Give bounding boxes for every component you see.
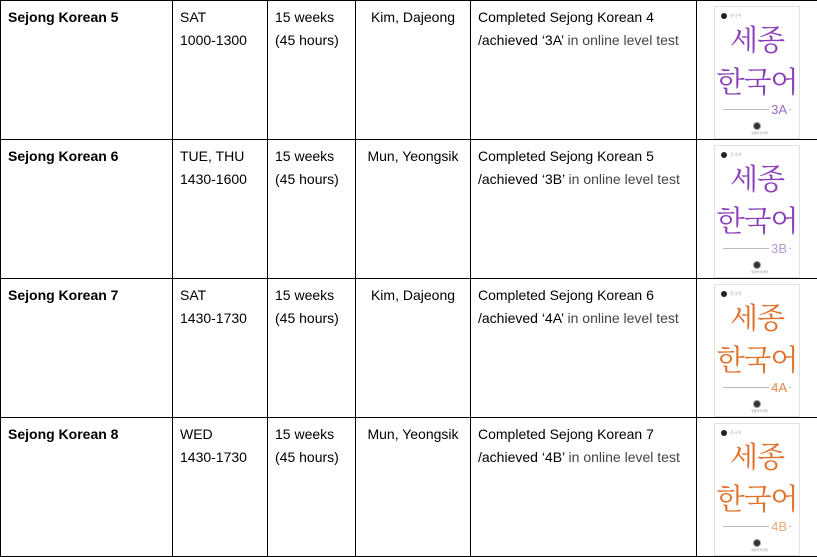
requirement-line-2: /achieved ‘3B’ in online level test xyxy=(478,168,689,191)
requirement-line-1: Completed Sejong Korean 6 xyxy=(478,284,689,307)
requirement-line-2: /achieved ‘3A’ in online level test xyxy=(478,29,689,52)
cover-title-sejong: 세종 xyxy=(715,301,799,335)
textbook-cover-image xyxy=(714,6,800,139)
requirement-suffix: in online level test xyxy=(564,32,679,48)
schedule-cell xyxy=(173,279,268,418)
requirement-cell xyxy=(471,140,697,279)
cover-title-hangugeo: 한국어 xyxy=(715,65,799,99)
requirement-suffix: in online level test xyxy=(565,171,680,187)
course-row xyxy=(1,1,817,140)
cover-publisher: 세종학당재단 xyxy=(751,548,768,552)
schedule-body xyxy=(1,1,817,557)
cover-level-label: 3A xyxy=(769,103,789,117)
requirement-line-1: Completed Sejong Korean 4 xyxy=(478,6,689,29)
cover-level-label: 4B xyxy=(769,520,789,534)
duration-hours: (45 hours) xyxy=(275,29,348,52)
duration-weeks: 15 weeks xyxy=(275,6,348,29)
cover-title-hangugeo: 한국어 xyxy=(715,343,799,377)
cover-small-label: 한국어 xyxy=(730,13,742,19)
class-day: WED xyxy=(180,423,260,446)
course-row xyxy=(1,418,817,557)
publisher-logo-icon xyxy=(753,400,761,408)
publisher-logo-icon xyxy=(753,122,761,130)
emblem-icon xyxy=(721,13,727,19)
duration-cell xyxy=(268,1,356,140)
schedule-cell xyxy=(173,140,268,279)
class-day: SAT xyxy=(180,6,260,29)
textbook-cover-cell xyxy=(697,140,817,279)
class-time: 1000-1300 xyxy=(180,29,260,52)
textbook-cover-image xyxy=(714,145,800,278)
cover-title-sejong: 세종 xyxy=(715,162,799,196)
teacher-name: Kim, Dajeong xyxy=(356,279,471,418)
cover-title-hangugeo: 한국어 xyxy=(715,204,799,238)
duration-hours: (45 hours) xyxy=(275,307,348,330)
course-row xyxy=(1,279,817,418)
class-day: SAT xyxy=(180,284,260,307)
textbook-cover-cell xyxy=(697,418,817,557)
course-name: Sejong Korean 7 xyxy=(1,279,173,418)
course-name: Sejong Korean 6 xyxy=(1,140,173,279)
teacher-name: Mun, Yeongsik xyxy=(356,418,471,557)
course-name: Sejong Korean 5 xyxy=(1,1,173,140)
cover-level-label: 3B xyxy=(769,242,789,256)
duration-hours: (45 hours) xyxy=(275,168,348,191)
requirement-cell xyxy=(471,1,697,140)
course-row xyxy=(1,140,817,279)
emblem-icon xyxy=(721,152,727,158)
class-time: 1430-1730 xyxy=(180,307,260,330)
requirement-suffix: in online level test xyxy=(565,449,680,465)
duration-weeks: 15 weeks xyxy=(275,145,348,168)
requirement-cell xyxy=(471,418,697,557)
schedule-cell xyxy=(173,1,268,140)
requirement-suffix: in online level test xyxy=(564,310,679,326)
cover-small-label: 한국어 xyxy=(730,291,742,297)
class-time: 1430-1730 xyxy=(180,446,260,469)
textbook-cover-cell xyxy=(697,279,817,418)
duration-hours: (45 hours) xyxy=(275,446,348,469)
class-day: TUE, THU xyxy=(180,145,260,168)
emblem-icon xyxy=(721,430,727,436)
cover-small-label: 한국어 xyxy=(730,430,742,436)
requirement-cell xyxy=(471,279,697,418)
textbook-cover-image xyxy=(714,423,800,556)
cover-title-sejong: 세종 xyxy=(715,23,799,57)
schedule-cell xyxy=(173,418,268,557)
cover-title-sejong: 세종 xyxy=(715,440,799,474)
duration-cell xyxy=(268,418,356,557)
cover-publisher: 세종학당재단 xyxy=(751,131,768,135)
publisher-logo-icon xyxy=(753,261,761,269)
requirement-line-2: /achieved ‘4B’ in online level test xyxy=(478,446,689,469)
textbook-cover-cell xyxy=(697,1,817,140)
requirement-line-1: Completed Sejong Korean 7 xyxy=(478,423,689,446)
duration-cell xyxy=(268,140,356,279)
cover-title-hangugeo: 한국어 xyxy=(715,482,799,516)
cover-publisher: 세종학당재단 xyxy=(751,270,768,274)
cover-level-label: 4A xyxy=(769,381,789,395)
teacher-name: Mun, Yeongsik xyxy=(356,140,471,279)
textbook-cover-image xyxy=(714,284,800,417)
duration-cell xyxy=(268,279,356,418)
class-time: 1430-1600 xyxy=(180,168,260,191)
requirement-line-2: /achieved ‘4A’ in online level test xyxy=(478,307,689,330)
duration-weeks: 15 weeks xyxy=(275,423,348,446)
requirement-line-1: Completed Sejong Korean 5 xyxy=(478,145,689,168)
duration-weeks: 15 weeks xyxy=(275,284,348,307)
cover-publisher: 세종학당재단 xyxy=(751,409,768,413)
emblem-icon xyxy=(721,291,727,297)
cover-small-label: 한국어 xyxy=(730,152,742,158)
teacher-name: Kim, Dajeong xyxy=(356,1,471,140)
course-name: Sejong Korean 8 xyxy=(1,418,173,557)
publisher-logo-icon xyxy=(753,539,761,547)
